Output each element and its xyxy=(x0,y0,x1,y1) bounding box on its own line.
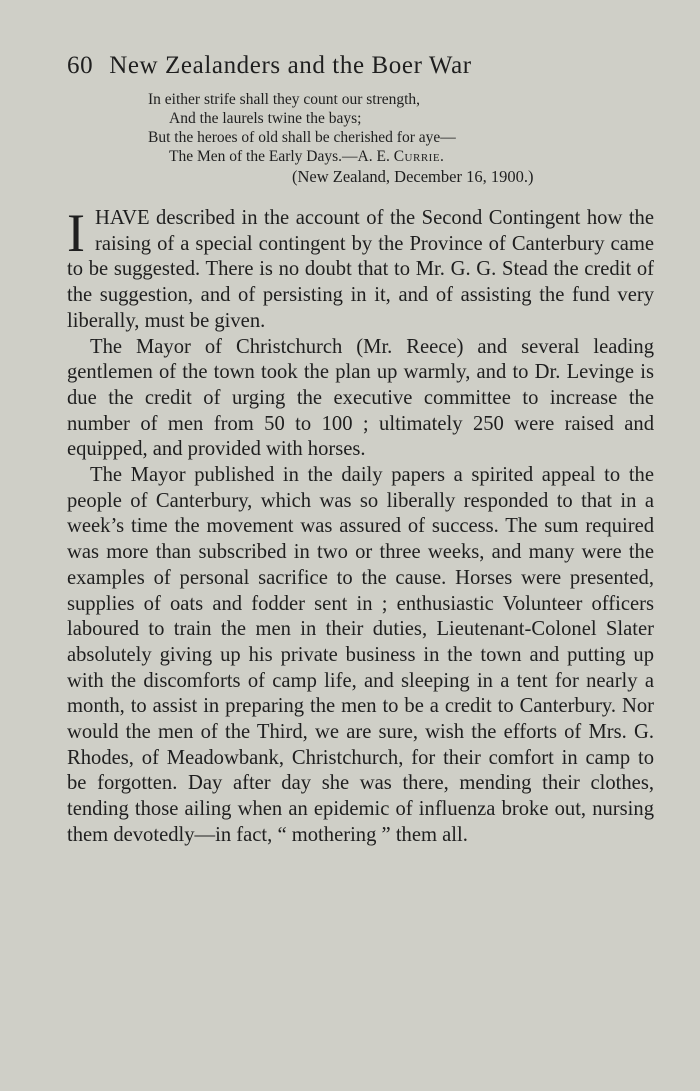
poem-source: (New Zealand, December 16, 1900.) xyxy=(292,167,534,186)
poem-line-text: The Men of the Early Days.—A. E. xyxy=(169,148,394,165)
drop-cap: I xyxy=(67,203,85,263)
poem-line: In either strife shall they count our strength, xyxy=(148,91,421,108)
poem-line: But the heroes of old shall be cherished for aye— xyxy=(148,129,456,146)
page-number: 60 xyxy=(67,52,94,79)
paragraph: The Mayor published in the daily papers a spirited appeal to the people of Canterbury, which was so liberally responded to that in a week’s time the movement was assured of success. The sum required was more than subscribed in two or three weeks, and many were the examples of personal sacrifice to the cause. Horses were presented, supplies of oats and fodder sent in ; enthusiastic Volunteer officers laboured to train the men in their duties, Lieutenant-Colonel Slater absolutely giving up his private business in the town and putting up with the discomforts of camp life, and sleeping in a tent for nearly a month, to assist in preparing the men to be a credit to Canterbury. Nor would the men of the Third, we are sure, wish the efforts of Mrs. G. Rhodes, of Meadowbank, Christchurch, for their comfort in camp to be forgotten. Day after day she was there, mending their clothes, tending those ailing when an epidemic of influenza broke out, nursing them devotedly—in fact, “ mothering ” them all. xyxy=(67,464,654,846)
paragraph: The Mayor of Christchurch (Mr. Reece) and several leading gentlemen of the town took the plan up warmly, and to Dr. Levinge is due the credit of urging the executive committee to increase the number of men from 50 to 100 ; ultimately 250 were raised and equipped, and provided with horses. xyxy=(67,335,654,461)
chapter-body xyxy=(67,203,654,849)
paragraph xyxy=(67,203,654,335)
running-header xyxy=(67,52,654,80)
epigraph-poem xyxy=(148,90,654,186)
running-title: New Zealanders and the Boer War xyxy=(109,52,472,79)
poem-line-attribution xyxy=(148,147,654,166)
paragraph-text: HAVE described in the account of the Second Contingent how the raising of a special contingent by the Province of Canterbury came to be suggested. There is no doubt that to Mr. G. G. Stead the credit of the suggestion, and of persisting in it, and of assisting the fund very liberally, must be given. xyxy=(67,207,654,332)
poem-author: Currie. xyxy=(393,148,445,165)
poem-line: And the laurels twine the bays; xyxy=(169,110,362,127)
